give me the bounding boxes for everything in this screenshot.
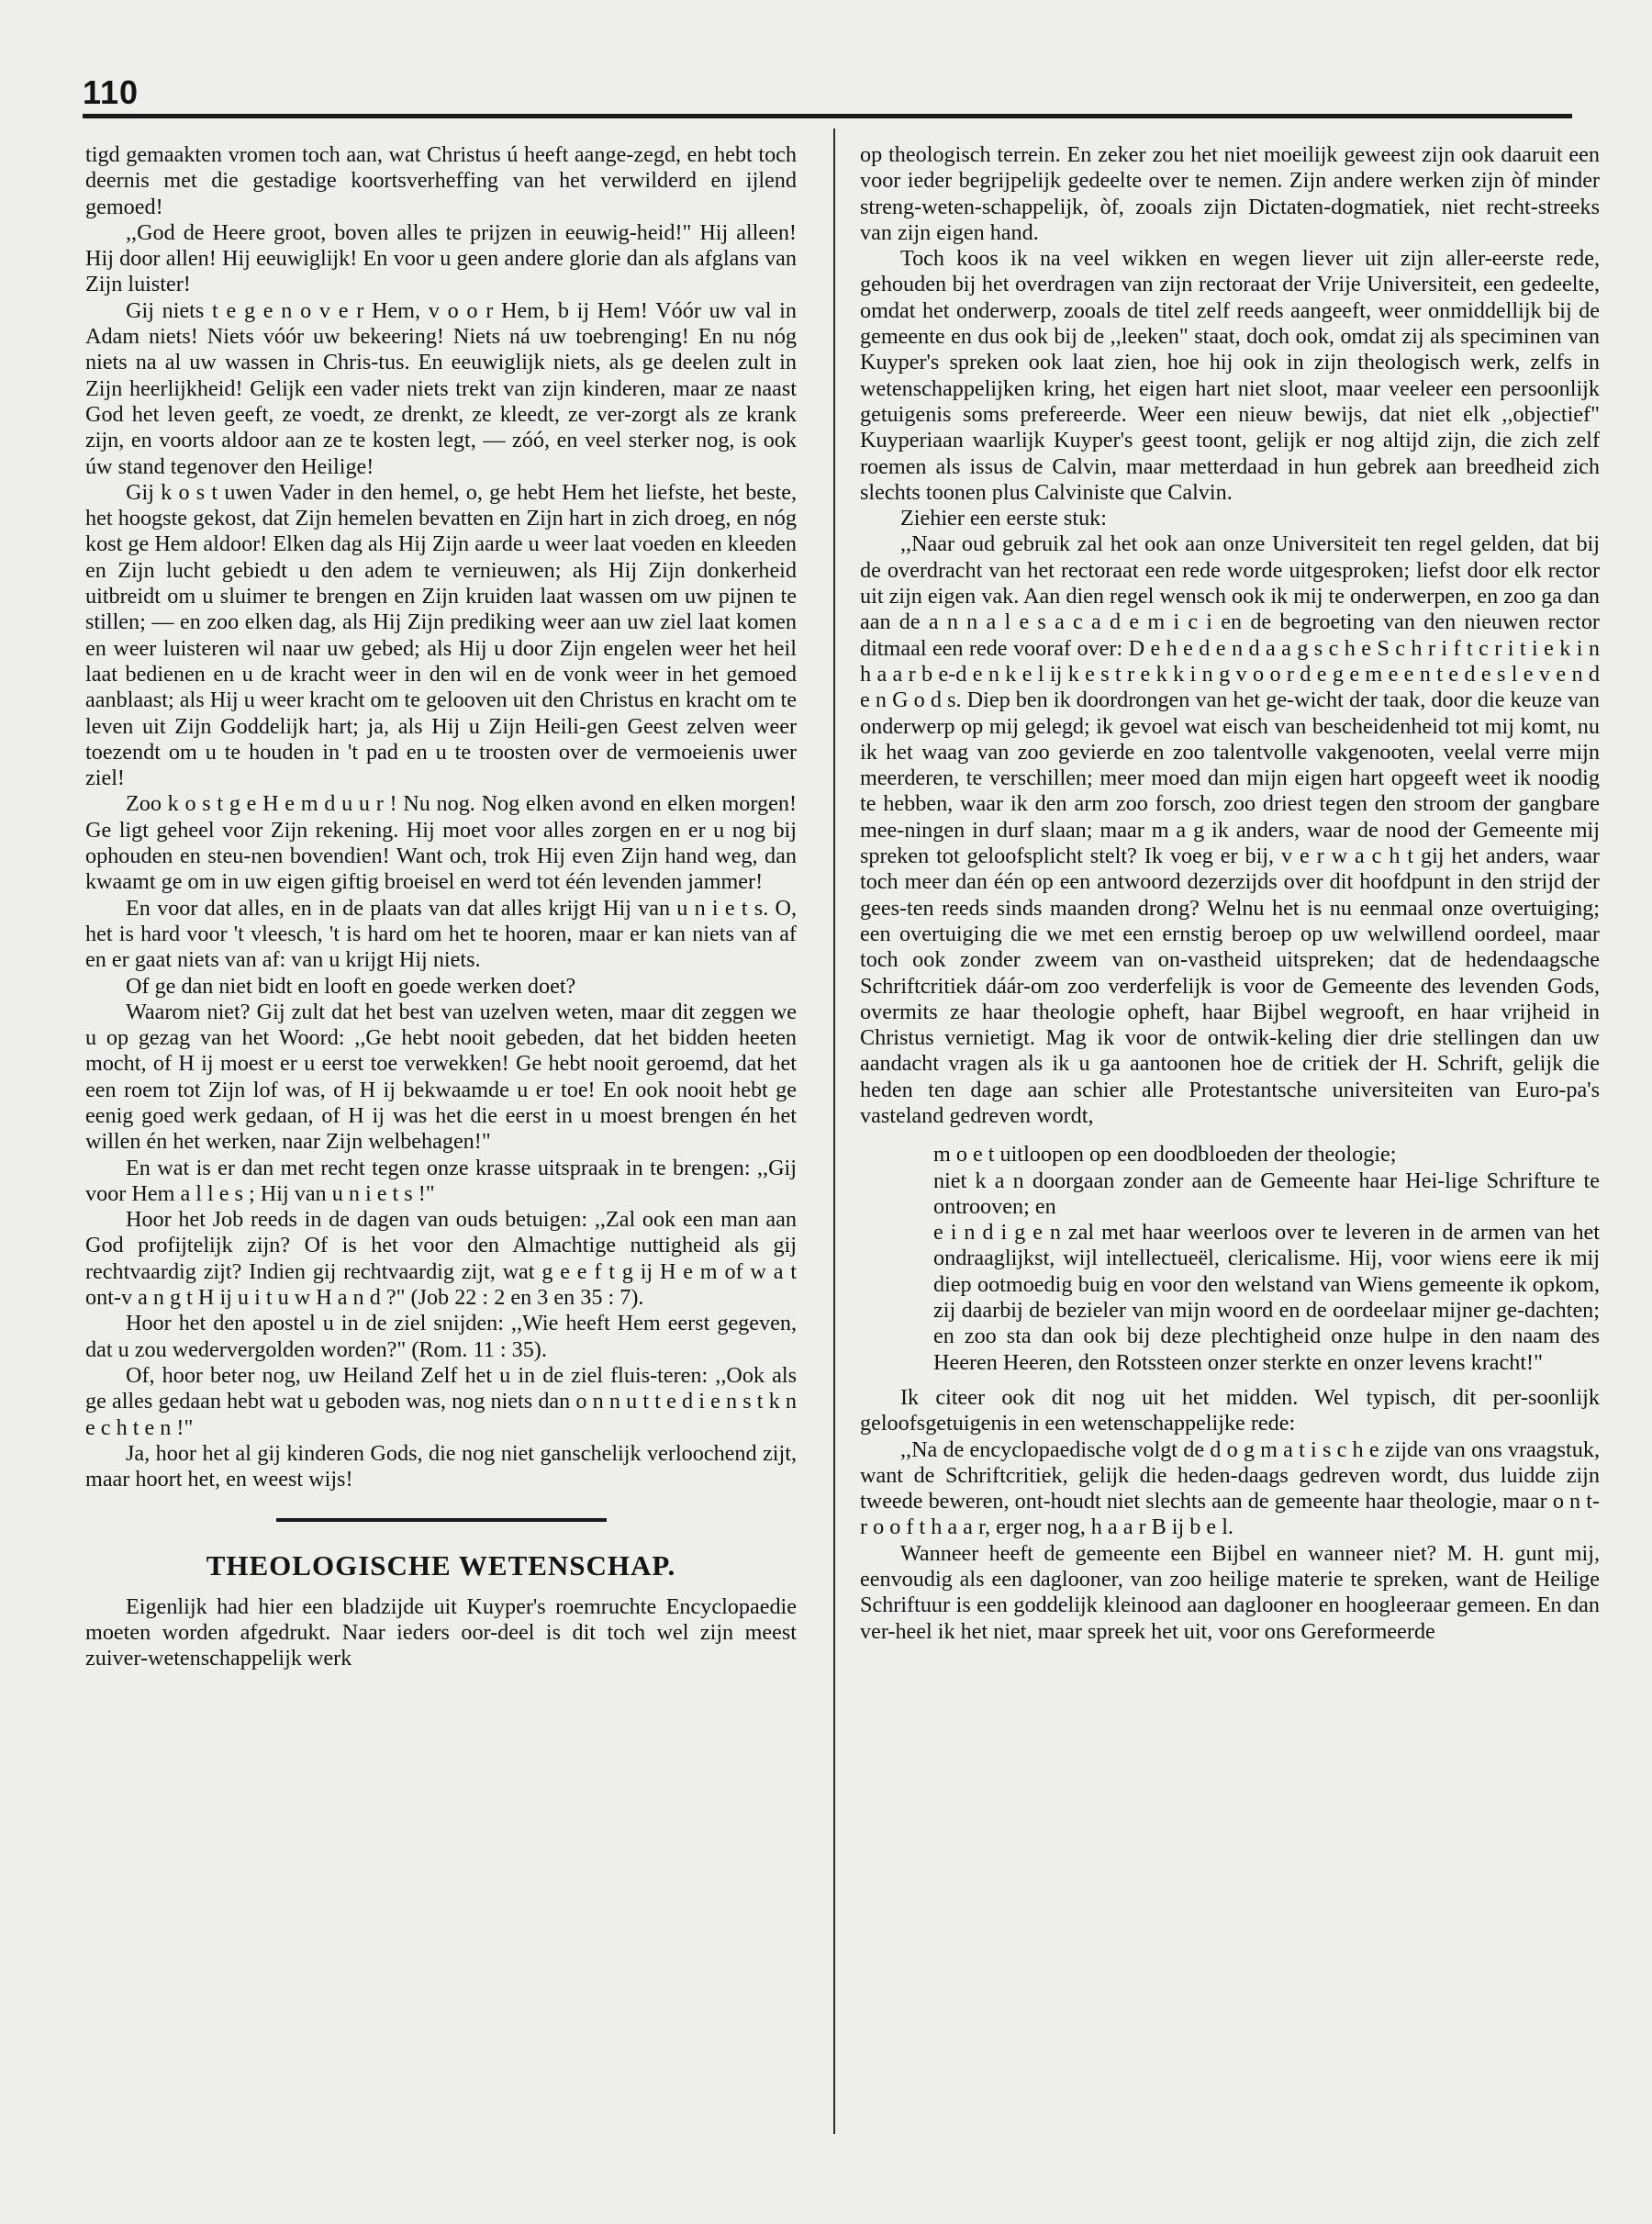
paragraph: ,,God de Heere groot, boven alles te prijzen in eeuwig-heid!" Hij alleen! Hij door allen! Hij eeuwiglijk! En voor u geen andere glorie dan als afglans van Zijn luister! [85,219,797,297]
paragraph: tigd gemaakten vromen toch aan, wat Christus ú heeft aange-zegd, en hebt toch deernis met die gestadige koortsverheffing van het verwilderd en ijlend gemoed! [85,142,797,219]
paragraph: Gij k o s t uwen Vader in den hemel, o, ge hebt Hem het liefste, het beste, het hoogste gekost, dat Zijn hemelen bevatten en Zijn hart in zich droeg, en nóg kost ge Hem aldoor! Elken dag als Hij Zijn aarde u weer laat voeden en kleeden en Zijn lucht gebiedt u den adem te vernieuwen; als Hij Zijn donkerheid uitbreidt om u sluimer te brengen en Zijn kruiden laat wassen om uw pijnen te stillen; — en zoo elken dag, als Hij Zijn prediking weer aan uw ziel laat komen en weer luisteren wil naar uw gebed; als Hij u door Zijn engelen weer het heil laat bedienen en u de kracht weer in den wil en de vonk weer in het gemoed aanblaast; als Hij u weer kracht om te gelooven uit den Christus en kracht om te leven uit Zijn Goddelijk hart; ja, als Hij u Zijn Heili-gen Geest zelven weer toezendt om u te houden in 't pad en u te troosten over de vermoeienis uwer ziel! [85,479,797,791]
page-number: 110 [83,73,140,111]
block-quote-line: m o e t uitloopen op een doodbloeden der theologie; [933,1142,1397,1168]
paragraph: Of, hoor beter nog, uw Heiland Zelf het u in de ziel fluis-teren: ,,Ook als ge alles gedaan hebt wat u geboden was, nog niets dan o n n u t t e d i e n s t k n e c h t e n !" [85,1362,797,1440]
right-column [860,142,1600,1645]
paragraph: Hoor het den apostel u in de ziel snijden: ,,Wie heeft Hem eerst gegeven, dat u zou wedervergolden worden?" (Rom. 11 : 35). [85,1311,797,1362]
paragraph: Of ge dan niet bidt en looft en goede werken doet? [126,973,576,999]
paragraph: Wanneer heeft de gemeente een Bijbel en wanneer niet? M. H. gunt mij, eenvoudig als een daglooner, van zoo heilige materie te spreken, want de Heilige Schriftuur is een goddelijk kleinood aan daglooner en hoogleeraar gemeen. En dan ver-heel ik het niet, maar spreek het uit, voor ons Gereformeerde [860,1540,1600,1644]
paragraph: Ziehier een eerste stuk: [900,506,1107,531]
paragraph: Gij niets t e g e n o v e r Hem, v o o r Hem, b ij Hem! Vóór uw val in Adam niets! Niets vóór uw bekeering! Niets ná uw toebrenging! En nu nóg niets na al uw wassen in Chris-tus. En eeuwiglijk niets, als ge deelen zult in Zijn heerlijkheid! Gelijk een vader niets trekt van zijn kinderen, maar ze naast God het leven geeft, ze voedt, ze drenkt, ze kleedt, ze ver-zorgt als ze krank zijn, en voorts aldoor aan ze te kosten legt, — zóó, en veel sterker nog, is ook úw stand tegenover den Heilige! [85,297,797,479]
paragraph: Ja, hoor het al gij kinderen Gods, die nog niet ganschelijk verloochend zijt, maar hoort het, en weest wijs! [85,1440,797,1492]
header-rule [83,114,1572,118]
paragraph: ,,Na de encyclopaedische volgt de d o g m a t i s c h e zijde van ons vraagstuk, want de Schriftcritiek, gelijk die heden-daags gedreven wordt, dus luidde zijn tweede beweren, ont-houdt niet slechts aan de gemeente haar theologie, maar o n t-r o o f t h a a r, erger nog, h a a r B ij b e l. [860,1436,1600,1540]
column-divider [833,129,835,2134]
paragraph: op theologisch terrein. En zeker zou het niet moeilijk geweest zijn ook daaruit een voor ieder begrijpelijk gedeelte over te nemen. Zijn andere werken zijn òf minder streng-weten-schappelijk, òf, zooals zijn Dictaten-dogmatiek, niet recht-streeks van zijn eigen hand. [860,142,1600,245]
paragraph: En voor dat alles, en in de plaats van dat alles krijgt Hij van u n i e t s. O, het is hard voor 't vleesch, 't is hard om het te hooren, maar er kan niets van af en er gaat niets van af: van u krijgt Hij niets. [85,895,797,973]
left-column [85,142,797,1672]
block-quote-line: e i n d i g e n zal met haar weerloos over te leveren in de armen van het ondraaglijkst, wijl intellectueël, clericalisme. Hij, voor wiens eere ik mij diep ootmoedig buig en voor den welstand van Wiens gemeente ik opkom, zij daarbij de bezieler van mijn woord en de oordeelaar mijner ge-dachten; en zoo sta dan ook bij deze plechtigheid onze hulpe in den naam des Heeren Heeren, den Rotssteen onzer sterkte en onzer levens kracht!" [933,1220,1600,1375]
paragraph: Hoor het Job reeds in de dagen van ouds betuigen: ,,Zal ook een man aan God profijtelijk zijn? Of is het voor den Almachtige nuttigheid als gij rechtvaardig zijt? Indien gij rechtvaardig zijt, wat g e e f t g ij H e m of w a t ont-v a n g t H ij u i t u w H a n d ?" (Job 22 : 2 en 3 en 35 : 7). [85,1207,797,1311]
block-quote-line: niet k a n doorgaan zonder aan de Gemeente haar Hei-lige Schrifture te ontrooven; en [933,1168,1600,1219]
paragraph: Ik citeer ook dit nog uit het midden. Wel typisch, dit per-soonlijk geloofsgetuigenis in een wetenschappelijke rede: [860,1384,1600,1436]
paragraph: ,,Naar oud gebruik zal het ook aan onze Universiteit ten regel gelden, dat bij de overdracht van het rectoraat een rede worde uitgesproken; liefst door elk rector uit zijn eigen vak. Aan dien regel wensch ook ik mij te onderwerpen, en zoo ga dan aan de a n n a l e s a c a d e m i c i en de begroeting van den nieuwen rector ditmaal een rede vooraf over: D e h e d e n d a a g s c h e S c h r i f t c r i t i e k i n h a a r b e-d e n k e l ij k e s t r e k k i n g v o o r d e g e m e e n t e d e s l e v e n d e n G o d s. Diep ben ik doordrongen van het ge-wicht der taak, door die keuze van onderwerp op mij gelegd; ik gevoel wat eisch van bescheidenheid tot mij komt, nu ik het waag van zoo gevierde en zoo talentvolle vakgenooten, veelal verre mijn meerderen, te verschillen; meer moed dan mijn eigen hart opgeeft weet ik noodig te hebben, waar ik den arm zoo forsch, zoo driest tegen den stroom der gangbare mee-ningen in durf slaan; maar m a g ik anders, waar de nood der Gemeente mij spreken tot geloofsplicht stelt? Ik voeg er bij, v e r w a c h t gij het anders, waar toch meer dan één op een antwoord dezerzijds over dit hoofdpunt in den strijd der gees-ten reeds sinds maanden drong? Welnu het is nu eenmaal onze overtuiging; een overtuiging die we met een ernstig beroep op uw welwillend oordeel, maar toch ook zonder zweem van on-vastheid uitspreken; dat de hedendaagsche Schriftcritiek dáár-om zoo verderfelijk is voor de Gemeente des levenden Gods, overmits ze haar theologie opheft, haar Bijbel wegrooft, en haar vrijheid in Christus vernietigt. Mag ik voor de ontwik-keling dier drie stellingen dan uw aandacht vragen als ik u ga aantoonen hoe de critiek der H. Schrift, gelijk die heden ten dage aan schier alle Protestantsche universiteiten van Euro-pa's vasteland gedreven wordt, [860,531,1600,1128]
paragraph: Toch koos ik na veel wikken en wegen liever uit zijn aller-eerste rede, gehouden bij het overdragen van zijn rectoraat der Vrije Universiteit, een gedeelte, omdat het onderwerp, zooals de titel zelf reeds aangeeft, weer onmiddellijk bij de gemeente en dus ook bij de ,,leeken" staat, doch ook, omdat zij als speciminen van Kuyper's spreken ook laat zien, hoe hij ook in zijn theologisch werk, zelfs in wetenschappelijken kring, het eigen hart niet sloot, maar veeleer een persoonlijk getuigenis soms prefereerde. Weer een nieuw bewijs, dat niet elk ,,objectief" Kuyperiaan waarlijk Kuyper's geest toont, gelijk er nog altijd zijn, die zich zelf roemen als issus de Calvin, maar metterdaad in hun gebrek aan breedheid zich slechts toonen plus Calviniste que Calvin. [860,246,1600,505]
section-divider [276,1518,607,1522]
section-title: THEOLOGISCHE WETENSCHAP. [206,1549,676,1582]
paragraph: En wat is er dan met recht tegen onze krasse uitspraak in te brengen: ,,Gij voor Hem a l l e s ; Hij van u n i e t s !" [85,1155,797,1206]
paragraph: Zoo k o s t g e H e m d u u r ! Nu nog. Nog elken avond en elken morgen! Ge ligt geheel voor Zijn rekening. Hij moet voor alles zorgen en er u nog bij ophouden en steu-nen bovendien! Want och, trok Hij even Zijn hand weg, dan kwaamt ge om in uw eigen giftig broeisel en werd tot één levenden jammer! [85,791,797,895]
paragraph: Waarom niet? Gij zult dat het best van uzelven weten, maar dit zeggen we u op gezag van het Woord: ,,Ge hebt nooit gebeden, dat het bidden heeten mocht, of H ij moest er u eerst toe verwekken! Ge hebt nooit geroemd, dat het een roem tot Zijn lof was, of H ij bekwaamde u er toe! En ook nooit hebt ge eenig goed werk gedaan, of H ij was het die eerst in u moest brengen én het willen én het werken, naar Zijn welbehagen!" [85,999,797,1155]
paragraph: Eigenlijk had hier een bladzijde uit Kuyper's roemruchte Encyclopaedie moeten worden afgedrukt. Naar ieders oor-deel is dit toch wel zijn meest zuiver-wetenschappelijk werk [85,1593,797,1671]
